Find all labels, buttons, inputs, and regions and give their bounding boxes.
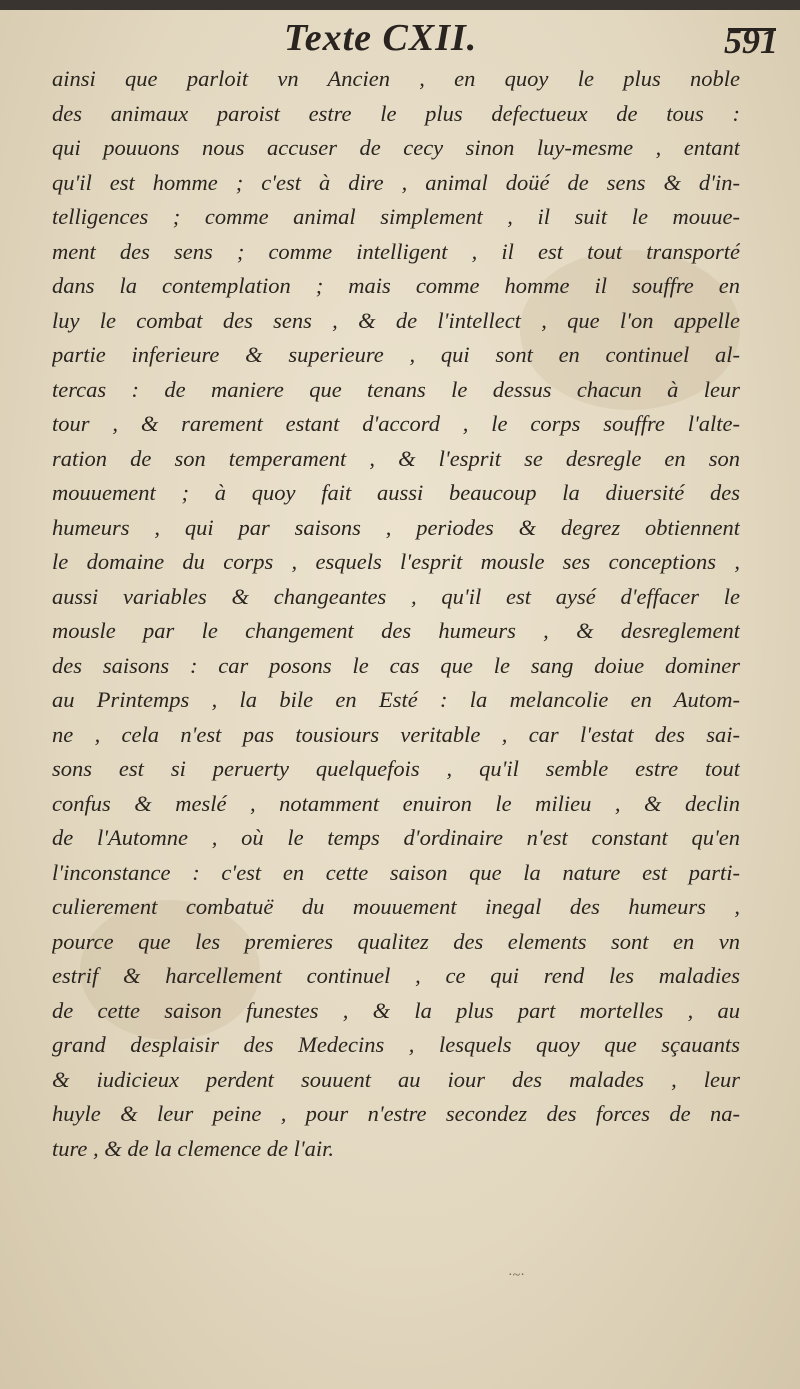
text-line: humeurs , qui par saisons , periodes & degrez obtiennent bbox=[52, 514, 740, 540]
text-line: telligences ; comme animal simplement , il suit le mouue- bbox=[52, 204, 740, 229]
text-line: au Printemps , la bile en Esté : la melancolie en Autom- bbox=[52, 687, 740, 712]
text-line: partie inferieure & superieure , qui sont en continuel al- bbox=[52, 342, 740, 367]
text-line: confus & meslé , notamment enuiron le milieu , & declin bbox=[52, 790, 740, 816]
text-line: estrif & harcellement continuel , ce qui rend les maladies bbox=[52, 963, 740, 988]
text-line: ture , & de la clemence de l'air. bbox=[52, 1135, 335, 1161]
text-line: ration de son temperament , & l'esprit se desregle en son bbox=[52, 445, 740, 471]
page-header bbox=[0, 14, 800, 64]
text-line: le domaine du corps , esquels l'esprit mousle ses conceptions , bbox=[52, 549, 740, 574]
text-line: ainsi que parloit vn Ancien , en quoy le plus noble bbox=[52, 66, 740, 91]
text-line: ne , cela n'est pas tousiours veritable , car l'estat des sai- bbox=[52, 721, 740, 747]
text-line: qu'il est homme ; c'est à dire , animal doüé de sens & d'in- bbox=[52, 169, 740, 195]
body-text bbox=[52, 62, 740, 1166]
text-line: culierement combatuë du mouuement inegal des humeurs , bbox=[52, 894, 740, 919]
text-line: tercas : de maniere que tenans le dessus chacun à leur bbox=[52, 376, 740, 402]
text-line: dans la contemplation ; mais comme homme il souffre en bbox=[52, 273, 740, 298]
text-line: grand desplaisir des Medecins , lesquels quoy que sçauants bbox=[52, 1032, 740, 1057]
text-line: mousle par le changement des humeurs , & desreglement bbox=[52, 618, 740, 643]
text-line: de cette saison funestes , & la plus part mortelles , au bbox=[52, 997, 740, 1023]
text-line: huyle & leur peine , pour n'estre secondez des forces de na- bbox=[52, 1101, 740, 1126]
text-line: qui pouuons nous accuser de cecy sinon luy-mesme , entant bbox=[52, 135, 740, 160]
text-line: l'inconstance : c'est en cette saison que la nature est parti- bbox=[52, 859, 740, 885]
text-line: sons est si peruerty quelquefois , qu'il semble estre tout bbox=[52, 756, 740, 781]
text-line: ment des sens ; comme intelligent , il est tout transporté bbox=[52, 238, 740, 264]
text-line: & iudicieux perdent souuent au iour des malades , leur bbox=[52, 1066, 740, 1092]
text-line: des saisons : car posons le cas que le sang doiue dominer bbox=[52, 652, 740, 678]
text-line: aussi variables & changeantes , qu'il est aysé d'effacer le bbox=[52, 583, 740, 609]
text-line: luy le combat des sens , & de l'intellect , que l'on appelle bbox=[52, 307, 740, 333]
text-line: pource que les premieres qualitez des elements sont en vn bbox=[52, 928, 740, 954]
running-head: Texte CXII. bbox=[284, 17, 478, 59]
text-line: de l'Automne , où le temps d'ordinaire n'est constant qu'en bbox=[52, 825, 740, 850]
text-line: mouuement ; à quoy fait aussi beaucoup la diuersité des bbox=[52, 480, 740, 505]
text-line: tour , & rarement estant d'accord , le corps souffre l'alte- bbox=[52, 411, 740, 436]
text-line: des animaux paroist estre le plus defectueux de tous : bbox=[52, 100, 740, 126]
page-number: 591 bbox=[724, 21, 778, 61]
top-edge bbox=[0, 0, 800, 10]
ink-smudge: ·~· bbox=[508, 1268, 525, 1283]
